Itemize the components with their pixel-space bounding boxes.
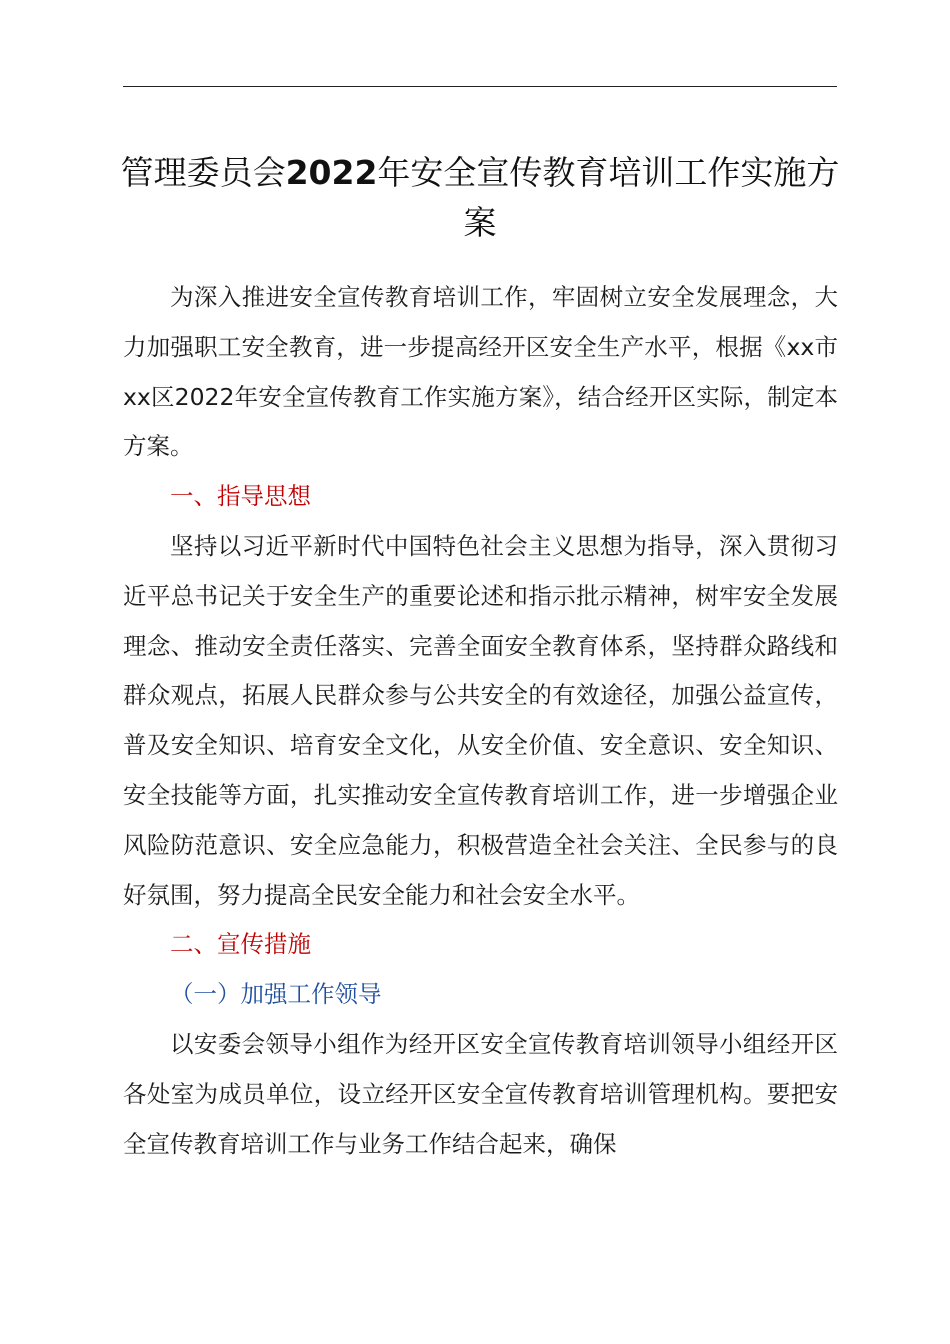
section-heading-guiding-ideology: 一、指导思想 (170, 482, 311, 511)
document-title (110, 148, 850, 248)
header-rule (123, 86, 837, 87)
intro-paragraph: 为深入推进安全宣传教育培训工作，牢固树立安全发展理念，大力加强职工安全教育，进一步提高经开区安全生产水平，根据《xx市xx区2022年安全宣传教育工作实施方案》，结合经开区实际，制定本方案。 (123, 283, 838, 461)
title-part2: 年安全宣传教育培训工作实施方案 (377, 153, 840, 242)
section1-paragraph: 坚持以习近平新时代中国特色社会主义思想为指导，深入贯彻习近平总书记关于安全生产的重要论述和指示批示精神，树牢安全发展理念、推动安全责任落实、完善全面安全教育体系，坚持群众路线和群众观点，拓展人民群众参与公共安全的有效途径，加强公益宣传，普及安全知识、培育安全文化，从安全价值、安全意识、安全知识、安全技能等方面，扎实推动安全宣传教育培训工作，进一步增强企业风险防范意识、安全应急能力，积极营造全社会关注、全民参与的良好氛围，努力提高全民安全能力和社会安全水平。 (123, 531, 838, 909)
title-part1: 管理委员会 (120, 153, 286, 192)
title-year: 2022 (285, 153, 378, 192)
document-body (123, 273, 838, 1169)
section-heading-publicity-measures: 二、宣传措施 (170, 930, 311, 959)
subsection-heading-leadership: （一）加强工作领导 (170, 980, 382, 1009)
subsection1-paragraph: 以安委会领导小组作为经开区安全宣传教育培训领导小组经开区各处室为成员单位，设立经开区安全宣传教育培训管理机构。要把安全宣传教育培训工作与业务工作结合起来，确保 (123, 1029, 838, 1158)
